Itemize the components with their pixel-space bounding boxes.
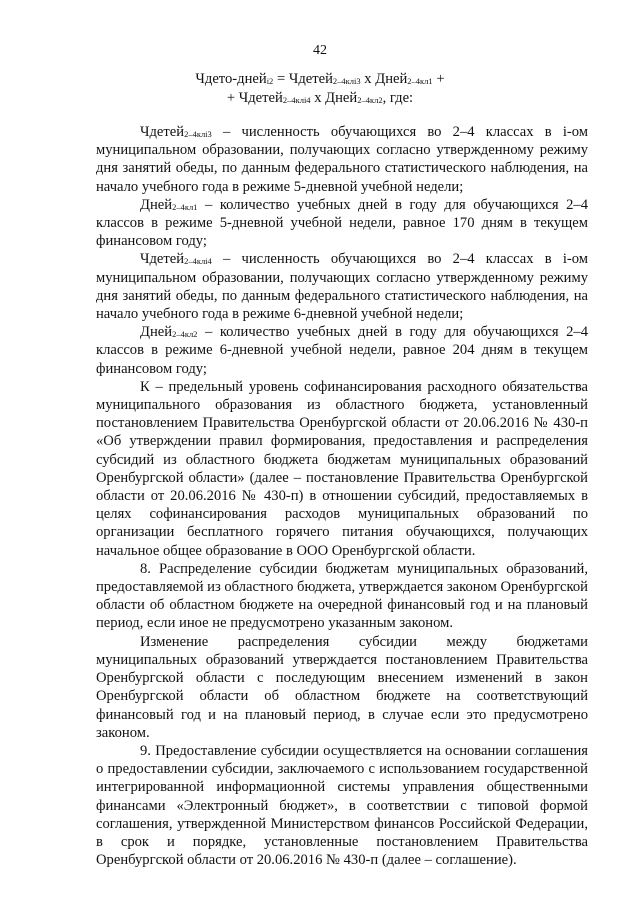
paragraph-children-grade2-4-6day: Чдетей$_{2-4клi4}$ – численность обучающихся во 2–4 классах в i-ом муниципальном образовании, получающих согласно утвержденному режиму дня занятий обеды, по данным федерального статистического наблюдения, на начало учебного года в режиме 6-дневной учебной недели;: [96, 251, 588, 323]
paragraph-item-9: 9. Предоставление субсидии осуществляется на основании соглашения о предоставлении субсидии, заключаемого с использованием государственной интегрированной информационной системы управления общественными финансами «Электронный бюджет», в соответствии с типовой формой соглашения, утвержденной Министерством финансов Российской Федерации, в срок и порядке, установленные постановлением Правительства Оренбургской области от 20.06.2016 № 430-п (далее – соглашение).: [96, 742, 588, 869]
formula-line-1: Чдето-дней$_{i2}$ = Чдетей$_{2-4клi3}$ х Дней$_{2-4кл1}$ +: [195, 71, 445, 87]
paragraph-children-grade2-4-5day: Чдетей$_{2-4клi3}$ – численность обучающихся во 2–4 классах в i-ом муниципальном образовании, получающих согласно утвержденному режиму дня занятий обеды, по данным федерального статистического наблюдения, на начало учебного года в режиме 5-дневной учебной недели;: [96, 124, 588, 195]
paragraph-item-8: 8. Распределение субсидии бюджетам муниципальных образований, предоставляемой из областного бюджета, утверждается законом Оренбургской области об областном бюджете на очередной финансовый год и на плановый период, если иное не предусмотрено указанным законом.: [96, 560, 588, 632]
paragraph-days-5day: Дней$_{2-4кл1}$ – количество учебных дней в году для обучающихся 2–4 классов в режиме 5-дневной учебной недели, равное 170 дням в текущем финансовом году;: [96, 196, 588, 250]
paragraph-days-6day: Дней$_{2-4кл2}$ – количество учебных дней в году для обучающихся 2–4 классов в режиме 6-дневной учебной недели, равное 204 дням в текущем финансовом году;: [96, 324, 588, 377]
page-number: 42: [313, 43, 327, 58]
paragraph-distribution-change: Изменение распределения субсидии между бюджетами муниципальных образований утверждается постановлением Правительства Оренбургской области с последующим внесением изменений в закон Оренбургской области об областном бюджете на соответствующий финансовый год и на плановый период, в случае если это предусмотрено законом.: [96, 633, 588, 741]
formula-line-2: + Чдетей$_{2-4клi4}$ х Дней$_{2-4кл2}$, где:: [226, 90, 414, 106]
paragraph-cofinancing-level: К – предельный уровень софинансирования расходного обязательства муниципального образования из областного бюджета, установленный постановлением Правительства Оренбургской области от 20.06.2016 № 430-п «Об утверждении правил формирования, предоставления и распределения субсидий из областного бюджета бюджетам муниципальных образований Оренбургской области» (далее – постановление Правительства Оренбургской области от 20.06.2016 № 430-п) в отношении субсидий, предоставляемых в целях софинансирования расходов муниципальных образований по организации бесплатного горячего питания обучающихся, получающих начальное общее образование в ООО Оренбургской области.: [96, 378, 588, 559]
document-body: [96, 123, 588, 869]
formula-block: [0, 70, 640, 108]
